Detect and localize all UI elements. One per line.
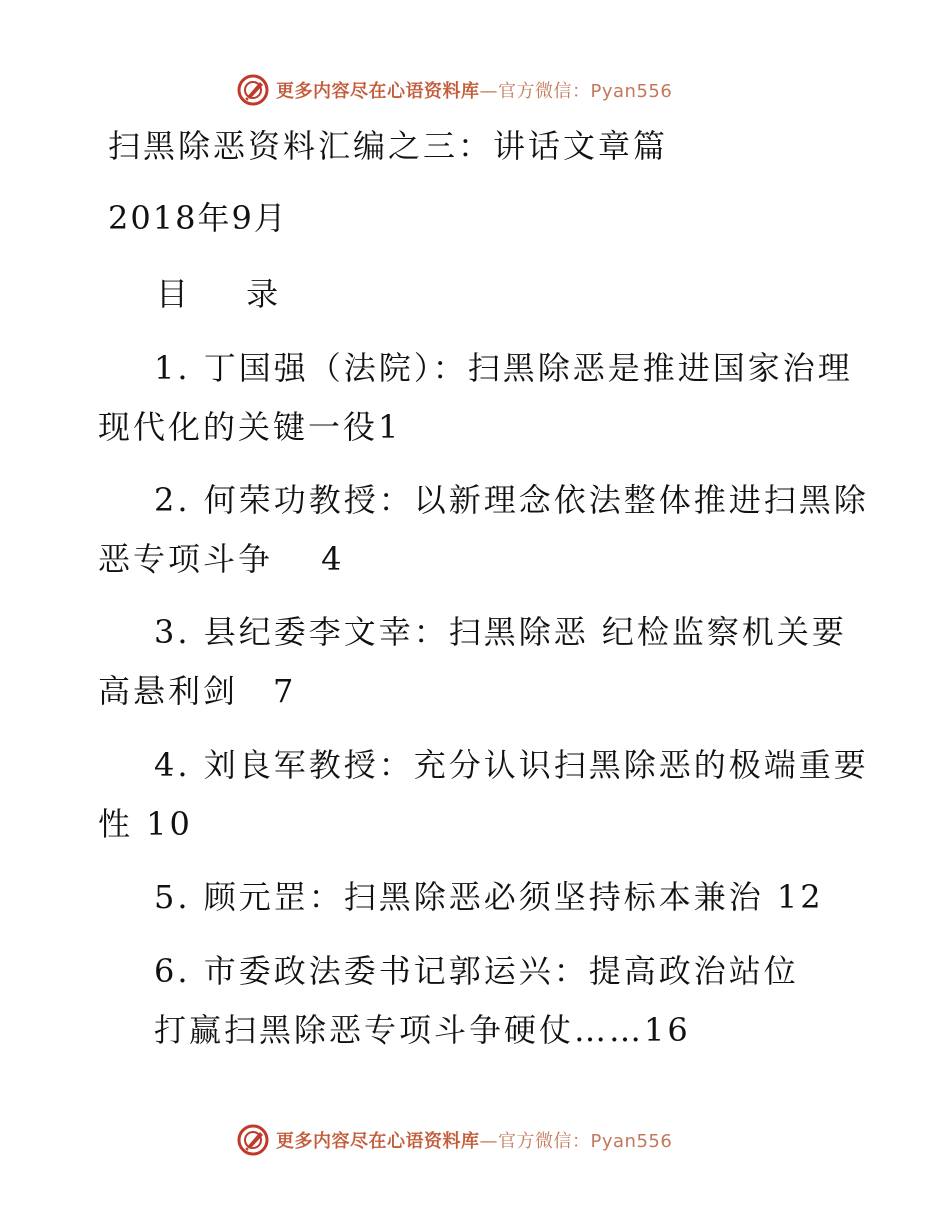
banner-text: 更多内容尽在心语资料库—官方微信：Pyan556 <box>276 81 673 102</box>
footer-banner <box>236 1122 672 1158</box>
pen-logo-icon <box>236 73 270 107</box>
toc-item-2-cont: 恶专项斗争 4 <box>98 540 345 578</box>
toc-item-4: 4. 刘良军教授：充分认识扫黑除恶的极端重要 <box>154 746 869 784</box>
toc-item-6-cont: 打赢扫黑除恶专项斗争硬仗……16 <box>154 1011 691 1049</box>
toc-item-4-cont: 性 10 <box>98 805 193 843</box>
pen-logo-icon <box>236 1123 270 1157</box>
toc-item-3-cont: 高悬利剑 7 <box>98 672 297 710</box>
toc-item-5: 5. 顾元罡：扫黑除恶必须坚持标本兼治 12 <box>154 878 824 916</box>
toc-item-3: 3. 县纪委李文幸：扫黑除恶 纪检监察机关要 <box>154 613 847 651</box>
document-date: 2018年9月 <box>108 199 288 237</box>
banner-text: 更多内容尽在心语资料库—官方微信：Pyan556 <box>276 1131 673 1152</box>
toc-item-6: 6. 市委政法委书记郭运兴：提高政治站位 <box>154 952 799 990</box>
toc-item-1-cont: 现代化的关键一役1 <box>98 408 402 446</box>
header-banner <box>236 72 672 108</box>
document-title: 扫黑除恶资料汇编之三：讲话文章篇 <box>108 127 669 165</box>
toc-item-1: 1. 丁国强（法院）：扫黑除恶是推进国家治理 <box>154 349 853 387</box>
toc-heading: 目 录 <box>156 275 303 313</box>
toc-item-2: 2. 何荣功教授：以新理念依法整体推进扫黑除 <box>154 481 869 519</box>
